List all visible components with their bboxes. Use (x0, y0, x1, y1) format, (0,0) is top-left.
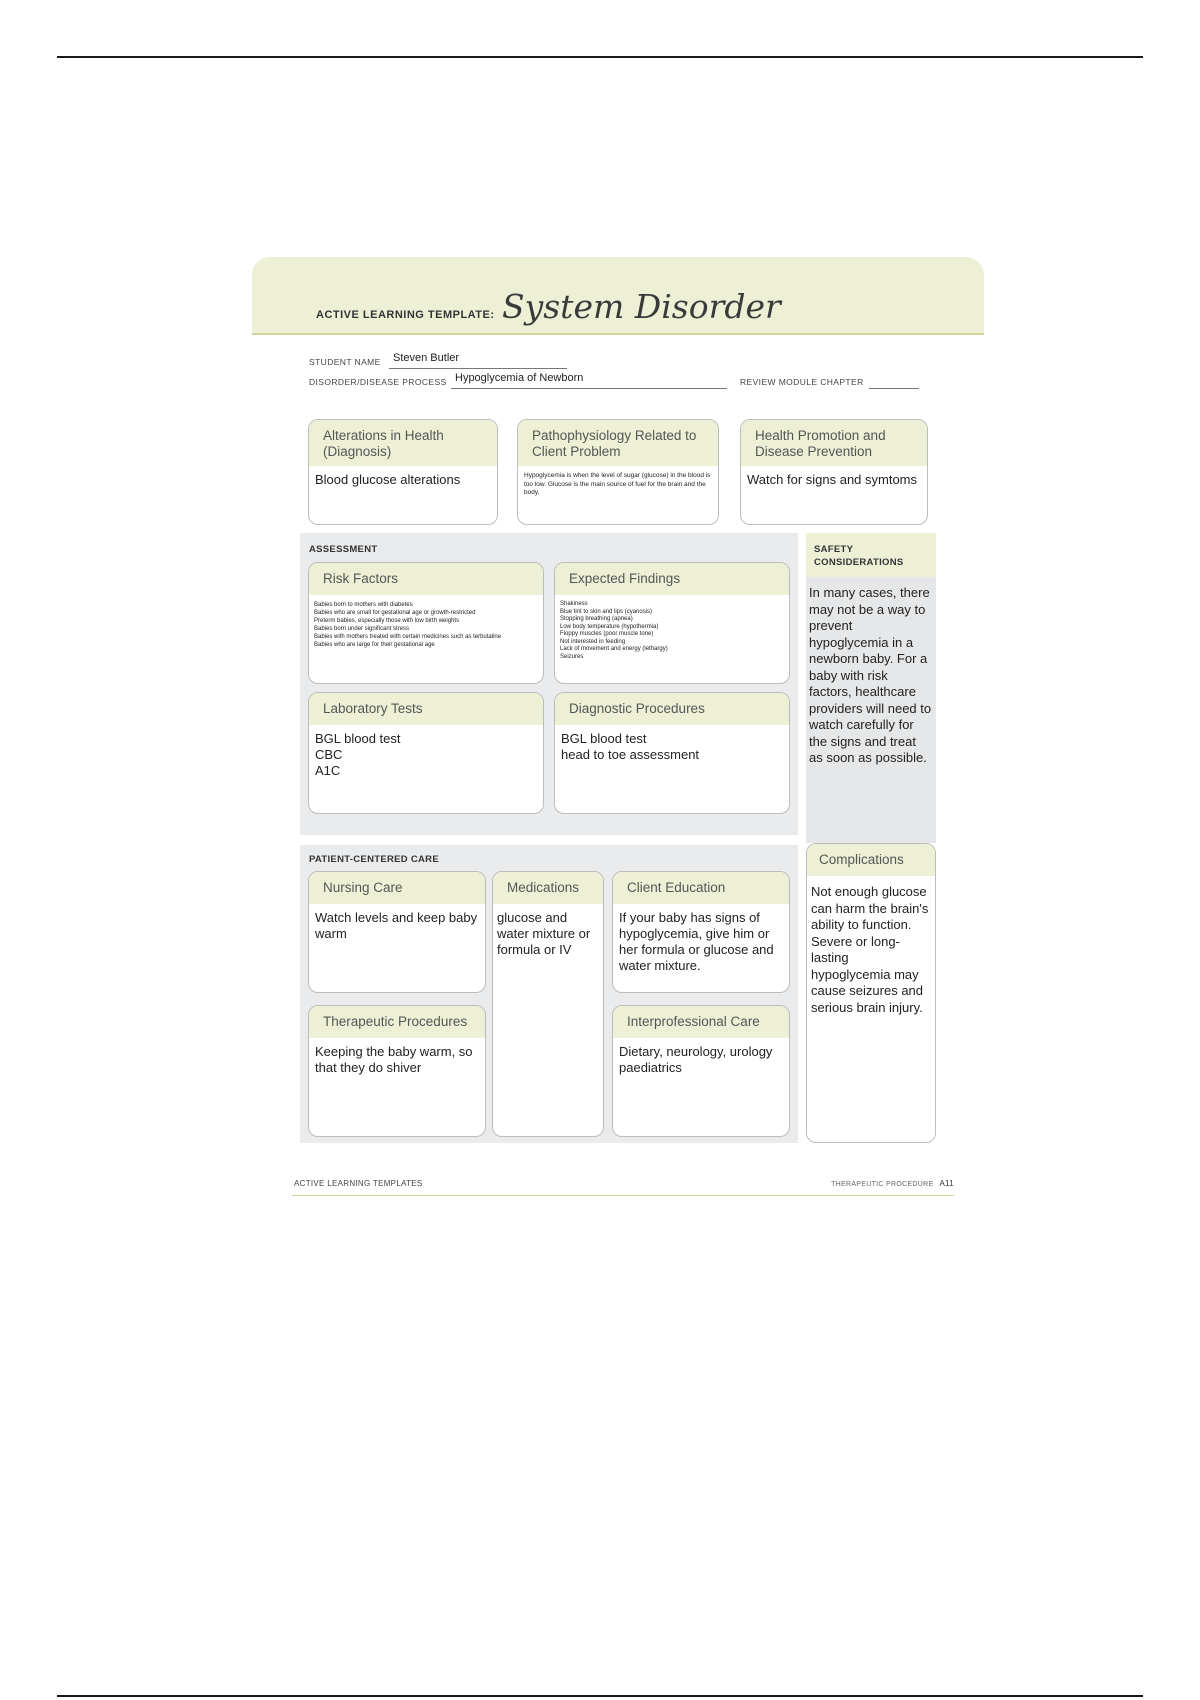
therapeutic-procedures-body: Keeping the baby warm, so that they do shiver (315, 1044, 473, 1075)
finding-item: Blue tint to skin and lips (cyanosis) (560, 608, 653, 615)
expected-findings-list (555, 595, 789, 667)
footer-line (292, 1195, 954, 1196)
risk-factor-item: Babies who are large for their gestational age (314, 642, 435, 648)
laboratory-tests-title: Laboratory Tests (309, 693, 543, 725)
footer-right-label: THERAPEUTIC PROCEDURE (831, 1181, 934, 1188)
client-education-box (612, 871, 790, 993)
finding-item: Low body temperature (hypothermia) (560, 623, 659, 630)
finding-item: Floppy muscles (poor muscle tone) (560, 631, 654, 637)
diagnostic-item: BGL blood test (561, 731, 647, 746)
safety-header (806, 533, 936, 577)
risk-factor-item: Preterm babies, especially those with low birth weights (314, 618, 460, 624)
therapeutic-procedures-box (308, 1005, 486, 1137)
risk-factors-box (308, 562, 544, 684)
student-name-line (389, 368, 567, 369)
expected-findings-box (554, 562, 790, 684)
health-promotion-body: Watch for signs and symtoms (747, 472, 918, 487)
disorder-value: Hypoglycemia of Newborn (455, 372, 584, 384)
therapeutic-procedures-title: Therapeutic Procedures (309, 1006, 485, 1038)
medications-box (492, 871, 604, 1137)
footer-right (831, 1179, 954, 1188)
risk-factor-item: Babies born under significant stress (314, 626, 410, 632)
interprofessional-care-body: Dietary, neurology, urology paediatrics (619, 1044, 773, 1075)
bottom-rule (57, 1695, 1143, 1697)
diagnostic-procedures-list (555, 725, 789, 769)
finding-item: Lack of movement and energy (lethargy) (560, 646, 668, 652)
header-band (252, 257, 984, 335)
medications-body: glucose and water mixture or formula or IV (497, 910, 591, 957)
risk-factors-list (309, 595, 543, 655)
template-title: System Disorder (502, 287, 781, 326)
pathophysiology-title: Pathophysiology Related to Client Problem (518, 420, 718, 466)
safety-title-line1: SAFETY (814, 544, 854, 555)
lab-test-item: A1C (315, 763, 341, 778)
system-disorder-template (252, 257, 984, 1197)
expected-findings-title: Expected Findings (555, 563, 789, 595)
interprofessional-care-box (612, 1005, 790, 1137)
nursing-care-box (308, 871, 486, 993)
finding-item: Not interested in feeding (560, 638, 626, 645)
nursing-care-title: Nursing Care (309, 872, 485, 904)
health-promotion-box (740, 419, 928, 525)
finding-item: Seizures (560, 653, 584, 660)
safety-body: In many cases, there may not be a way to prevent hypoglycemia in a newborn baby. For a baby with risk factors, healthcare providers will need to watch carefully for the signs and treat as soon as possible. (809, 585, 932, 765)
review-module-line (869, 388, 919, 389)
student-name-label: STUDENT NAME (309, 357, 381, 367)
laboratory-tests-list (309, 725, 543, 785)
risk-factor-item: Babies with mothers treated with certain medicines such as terbutaline (314, 634, 502, 640)
client-education-title: Client Education (613, 872, 789, 904)
disorder-label: DISORDER/DISEASE PROCESS (309, 377, 447, 387)
complications-title: Complications (807, 844, 935, 876)
medications-title: Medications (493, 872, 603, 904)
alterations-body: Blood glucose alterations (315, 472, 461, 487)
disorder-line (451, 388, 727, 389)
safety-title-line2: CONSIDERATIONS (814, 557, 904, 568)
complications-body: Not enough glucose can harm the brain's ability to function. Severe or long-lasting hypoglycemia may cause seizures and serious brain injury. (811, 884, 929, 1015)
interprofessional-care-title: Interprofessional Care (613, 1006, 789, 1038)
finding-item: Stopping breathing (apnea) (560, 616, 633, 622)
alterations-title: Alterations in Health (Diagnosis) (309, 420, 497, 466)
review-module-label: REVIEW MODULE CHAPTER (740, 377, 864, 387)
diagnostic-item: head to toe assessment (561, 747, 700, 762)
diagnostic-procedures-title: Diagnostic Procedures (555, 693, 789, 725)
complications-box (806, 843, 936, 1143)
diagnostic-procedures-box (554, 692, 790, 814)
lab-test-item: BGL blood test (315, 731, 401, 746)
pathophysiology-box (517, 419, 719, 525)
footer-left: ACTIVE LEARNING TEMPLATES (294, 1179, 423, 1188)
risk-factor-item: Babies who are small for gestational age or growth-restricted (314, 610, 476, 616)
top-rule (57, 56, 1143, 58)
health-promotion-title: Health Promotion and Disease Prevention (741, 420, 927, 466)
laboratory-tests-box (308, 692, 544, 814)
risk-factors-title: Risk Factors (309, 563, 543, 595)
patient-care-title: PATIENT-CENTERED CARE (309, 854, 439, 865)
lab-test-item: CBC (315, 747, 343, 762)
pathophysiology-body: Hypoglycemia is when the level of sugar (glucose) in the blood is too low. Glucose is the main source of fuel for the brain and the body. (524, 472, 711, 496)
assessment-title: ASSESSMENT (309, 544, 378, 555)
finding-item: Shakiness (560, 601, 588, 607)
alterations-box (308, 419, 498, 525)
template-label: ACTIVE LEARNING TEMPLATE: (316, 309, 495, 321)
footer-page-number: A11 (939, 1179, 954, 1188)
nursing-care-body: Watch levels and keep baby warm (315, 910, 478, 941)
risk-factor-item: Babies born to mothers with diabetes (314, 602, 413, 608)
student-name-value: Steven Butler (393, 352, 460, 364)
client-education-body: If your baby has signs of hypoglycemia, give him or her formula or glucose and water mixture. (619, 910, 774, 973)
